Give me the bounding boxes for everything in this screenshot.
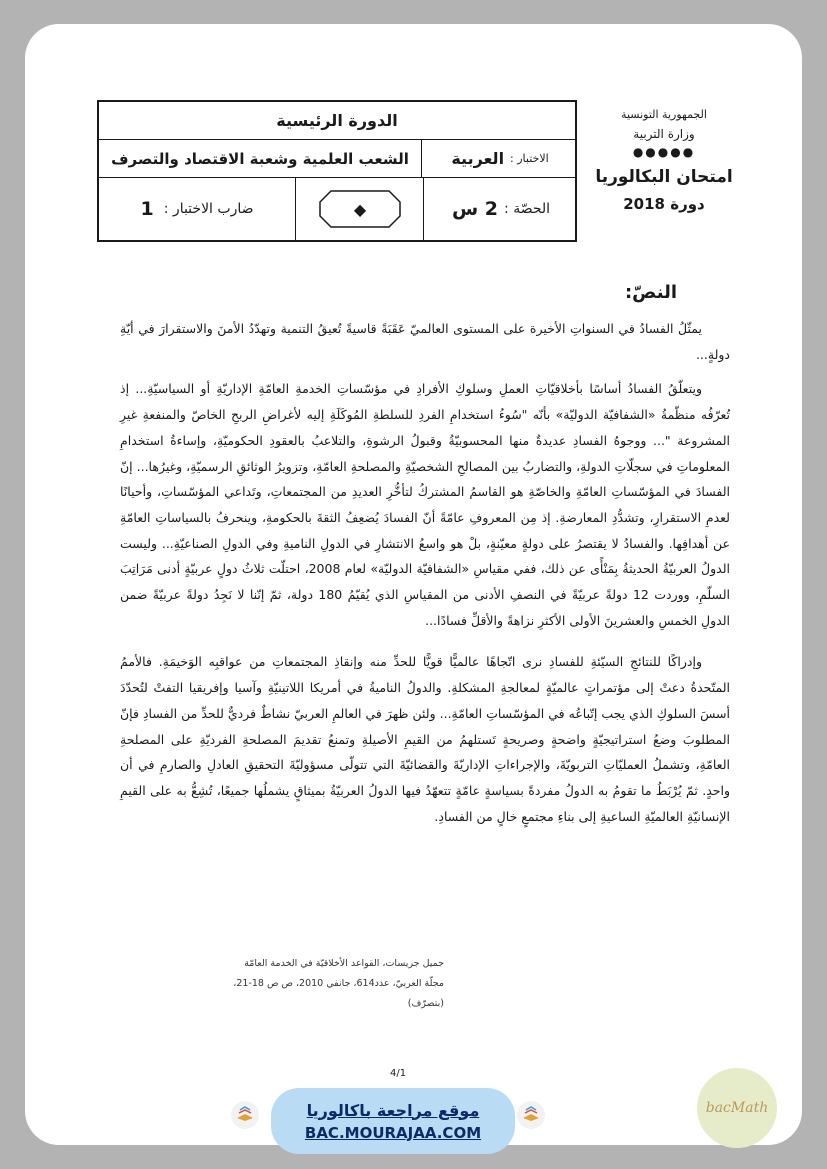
bacmath-label: bacMath	[705, 1100, 769, 1116]
subject-cell	[423, 140, 577, 177]
divider	[423, 178, 424, 240]
subject-row	[99, 140, 575, 178]
ministry-block	[589, 108, 739, 213]
divider	[421, 140, 422, 177]
site-url-link[interactable]: BAC.MOURAJAA.COM	[304, 1123, 482, 1142]
diamond-cell	[297, 178, 423, 240]
subject-value: العربية	[451, 149, 505, 168]
header-table	[97, 100, 577, 242]
diamond-frame	[319, 190, 401, 228]
paragraph-3: وإدراكًا للنتائجِ السيّئةِ للفسادِ نرى اتّجاهًا عالميًّا قويًّا للحدِّ منه وإنقاذِ المجتمعاتِ من عواقبِه الوَخيمَةِ. فالأممُ المتّحدةُ دعتْ إلى مؤتمراتٍ عالميّةٍ لمعالجةِ المشكلةِ. والدولُ الناميةُ في أمريكا اللاتينيّةِ وآسيا وإفريقيا التفتْ لتُحدّدَ أسسَ السلوكِ الذي يجب إتّباعُه في المؤسّساتِ العامّةِ... ولئن ظهرَ في العالمِ العربيّ نشاطٌ فرديٌّ للحدِّ من الفسادِ فإنّ المطلوبَ وضعُ استراتيجيّةٍ واضحةٍ وصريحةٍ تَستلهمُ من القيمِ الأصيلةِ وتمنعُ تقديمَ المصلحةِ الفرديّةِ على المصلحةِ العامّةِ، وتشملُ العمليّاتِ التربويّةَ، والإجراءاتِ الإداريّةَ والقضائيّةَ التي تتولّى مسؤوليّةَ التحقيقِ العادلِ والصارمِ في أن واحدٍ. ثمّ يُرْبَطُ ما تقومُ به الدولُ مفردةً بسياسةٍ عامّةٍ تتعهّدُ فيها الدولُ العربيّةُ بميثاقٍ يشملُها جميعًا، تُشِعُّ به على القيمِ الإنسانيّةِ العالميّةِ الساعيةِ إلى بناءِ مجتمعٍ خالٍ من الفسادِ.	[120, 654, 730, 824]
book-logo-icon	[230, 1100, 260, 1130]
details-row	[99, 178, 575, 240]
source-line-1: جميل جريسات، القواعد الأخلاقيّة في الخدمة العامّة	[244, 958, 444, 969]
republic-label: الجمهورية التونسية	[621, 108, 707, 121]
exam-header	[97, 100, 739, 242]
passage	[120, 316, 730, 829]
exam-title: امتحان البكالوريا	[595, 167, 733, 187]
page-number: 4/1	[390, 1068, 407, 1079]
coefficient-label: ضارب الاختبار :	[163, 201, 254, 217]
stars-decoration: ●●●●●	[632, 145, 696, 159]
text-title: النصّ:	[624, 282, 677, 303]
main-session-row	[99, 102, 575, 140]
subject-label: الاختبار :	[510, 152, 549, 165]
book-logo-icon	[516, 1100, 546, 1130]
divider	[295, 178, 296, 240]
streams-label: الشعب العلمية وشعبة الاقتصاد والتصرف	[111, 149, 409, 168]
site-name-link[interactable]: موقع مراجعة باكالوريا	[306, 1100, 480, 1120]
source-line-2: مجلّة العربيّ، عدد614، جانفي 2010، ص ص 18-21، (بتصرّف)	[233, 978, 444, 1009]
session-label: دورة 2018	[623, 195, 705, 213]
paragraph-2: ويتعلّقُ الفسادُ أساسًا بأخلاقيّاتِ العملِ وسلوكِ الأفرادِ في مؤسّساتِ الخدمةِ العامّةِ الإداريّةِ أو السياسيّةِ... إذ تُعرّفُه منظّمةُ «الشفافيّة الدوليّة» بأنّه "سُوءُ استخدامِ الفردِ للسلطةِ المُوكَلَةِ إليه لأغراضِ الربحِ الخاصّ والمنفعةِ غيرِ المشروعة "... ووجوهُ الفسادِ عديدةٌ منها المحسوبيّةُ وقبولُ الرشوةِ، والتلاعبُ بالعقودِ الحكوميّةِ، وإساءةُ استخدامِ المعلوماتِ في سجلّاتِ الدولةِ، والتضاربُ بين المصالحِ الشخصيّةِ والمصلحةِ العامّةِ، وتزويرُ الوثائقِ الرسميّةِ، وغيرُها... إنّ الفسادَ في المؤسّساتِ العامّةِ والخاصّةِ هو القاسمُ المشتركُ لتأخُّرِ العديدِ من المجتمعاتِ، وتَداعي المؤسّساتِ، وأحيانًا لعدمِ الاستقرارِ، وتشدُّدِ المعارضةِ. إذ مِن المعروفِ عامّةً أنّ الفسادَ يُضعِفُ الثقةَ بالحكومةِ، وينحرفُ بالسياساتِ العامّةِ عن أهدافِها. والفسادُ لا يقتصرُ على دولةٍ معيّنةٍ، بلْ هو واسعُ الانتشارِ في الدولِ الناميةِ وفي الدولِ الصناعيّةِ... وليست الدولُ العربيّةُ الحديثةُ بِمَنْأًى عن ذلك، ففي مقياسِ «الشفافيّة الدوليّة» لعام 2008، احتلّت ثلاثُ دولٍ عربيّةٍ أدنى مَرَاتِبَ السلّمِ، ووردت 12 دولةً عربيّةً في النصفِ الأدنى من المقياسِ الذي يُقيّمُ 180 دولة، ثمّ إنّنا لا نَجِدُ دولةً عربيّةً ضمن الدولِ الخمسِ والعشرينَ الأولى الأكثرِ نزاهةً والأقلِّ فسادًا...	[120, 381, 730, 628]
site-banner[interactable]	[271, 1088, 515, 1154]
ministry-label: وزارة التربية	[633, 127, 695, 141]
diamond-icon: ◆	[353, 199, 367, 219]
bacmath-badge	[697, 1068, 777, 1148]
exam-sheet	[25, 24, 802, 1145]
streams-cell	[99, 140, 421, 177]
source-citation	[194, 954, 444, 1014]
main-session-label: الدورة الرئيسية	[276, 111, 398, 130]
coefficient-value: 1	[140, 198, 154, 220]
coefficient-cell	[99, 178, 295, 240]
duration-value: 2 س	[451, 198, 499, 220]
paragraph-1: يمثّلُ الفسادُ في السنواتِ الأخيرة على المستوى العالميّ عَقَبَةً قاسيةً تُعيقُ التنمية وتهدّدُ الأمنَ والاستقرارَ في أيّةِ دولةٍ...	[120, 321, 730, 362]
duration-cell	[425, 178, 577, 240]
duration-label: الحصّة :	[504, 201, 551, 217]
